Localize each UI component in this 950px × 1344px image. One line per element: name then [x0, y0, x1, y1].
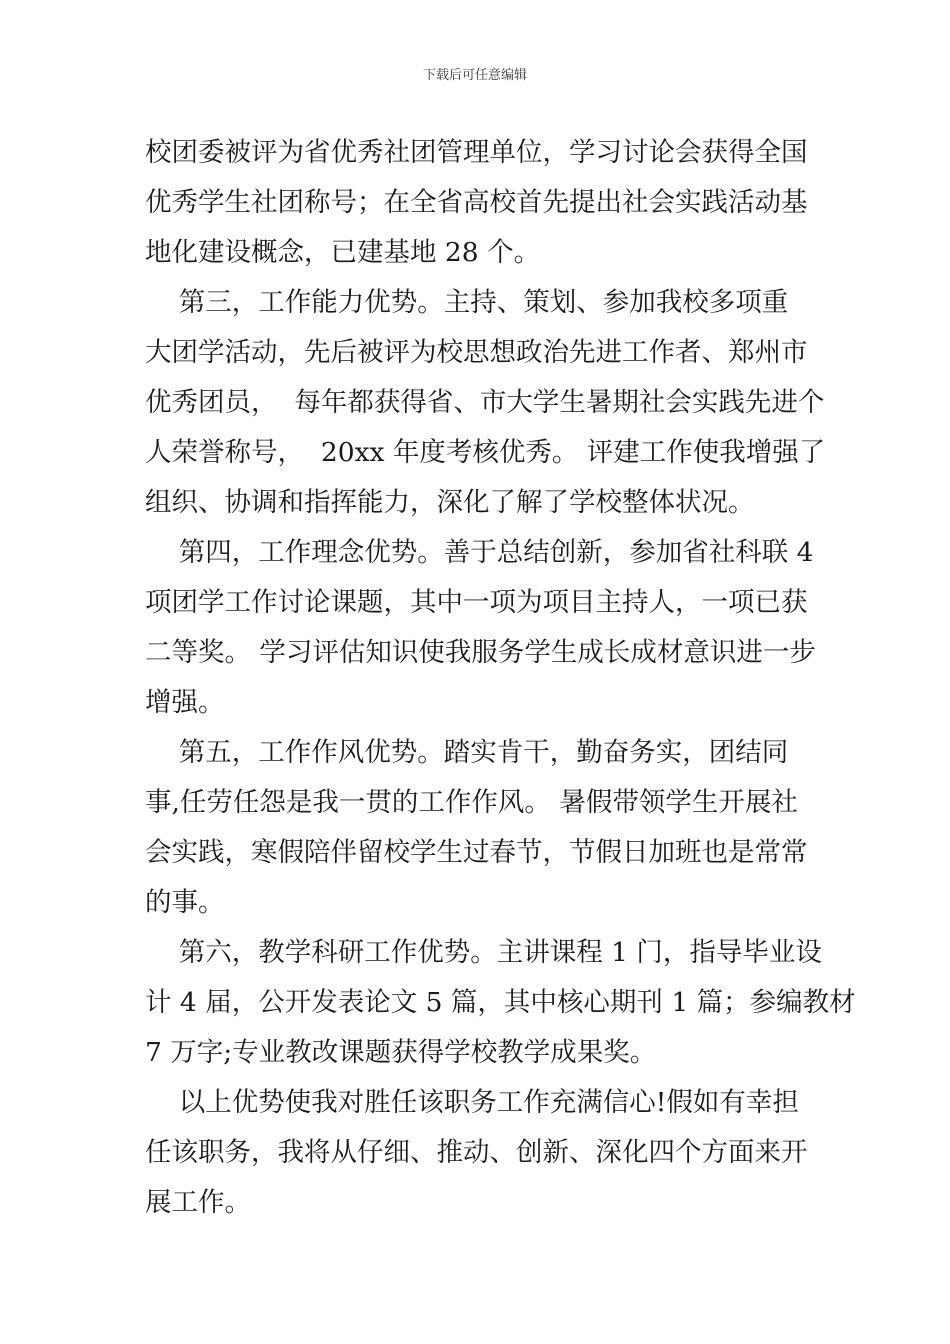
text-line: 第三，工作能力优势。主持、策划、参加我校多项重 [145, 287, 789, 318]
text-line: 任该职务，我将从仔细、推动、创新、深化四个方面来开 [145, 1137, 808, 1168]
text-line: 大团学活动，先后被评为校思想政治先进工作者、郑州市 [145, 337, 808, 368]
text-line: 第五，工作作风优势。踏实肯干，勤奋务实，团结同 [145, 737, 789, 768]
text-line: 以上优势使我对胜任该职务工作充满信心!假如有幸担 [145, 1087, 799, 1118]
text-line: 人荣誉称号， 20xx 年度考核优秀。 评建工作使我增强了 [145, 437, 826, 468]
text-line: 7 万字;专业教改课题获得学校教学成果奖。 [145, 1037, 657, 1068]
text-line: 二等奖。 学习评估知识使我服务学生成长成材意识进一步 [145, 637, 816, 668]
text-line: 第四，工作理念优势。善于总结创新，参加省社科联 4 [145, 537, 814, 568]
text-line: 组织、协调和指挥能力，深化了解了学校整体状况。 [145, 487, 755, 518]
text-line: 项团学工作讨论课题，其中一项为项目主持人，一项已获 [145, 587, 808, 618]
text-line: 优秀团员， 每年都获得省、市大学生暑期社会实践先进个 [145, 387, 825, 418]
text-line: 校团委被评为省优秀社团管理单位，学习讨论会获得全国 [145, 137, 808, 168]
text-line: 展工作。 [145, 1187, 251, 1218]
text-line: 会实践，寒假陪伴留校学生过春节，节假日加班也是常常 [145, 837, 808, 868]
text-line: 的事。 [145, 887, 225, 918]
text-line: 事,任劳任怨是我一贯的工作作风。 暑假带领学生开展社 [145, 787, 798, 818]
text-line: 地化建设概念，已建基地 28 个。 [145, 237, 541, 268]
text-line: 第六，教学科研工作优势。主讲课程 1 门，指导毕业设 [145, 937, 822, 968]
text-line: 优秀学生社团称号；在全省高校首先提出社会实践活动基 [145, 187, 808, 218]
text-line: 计 4 届，公开发表论文 5 篇，其中核心期刊 1 篇；参编教材 [145, 987, 856, 1018]
document-body [145, 128, 856, 1228]
text-line: 增强。 [145, 687, 225, 718]
page-header: 下载后可任意编辑 [422, 68, 527, 83]
